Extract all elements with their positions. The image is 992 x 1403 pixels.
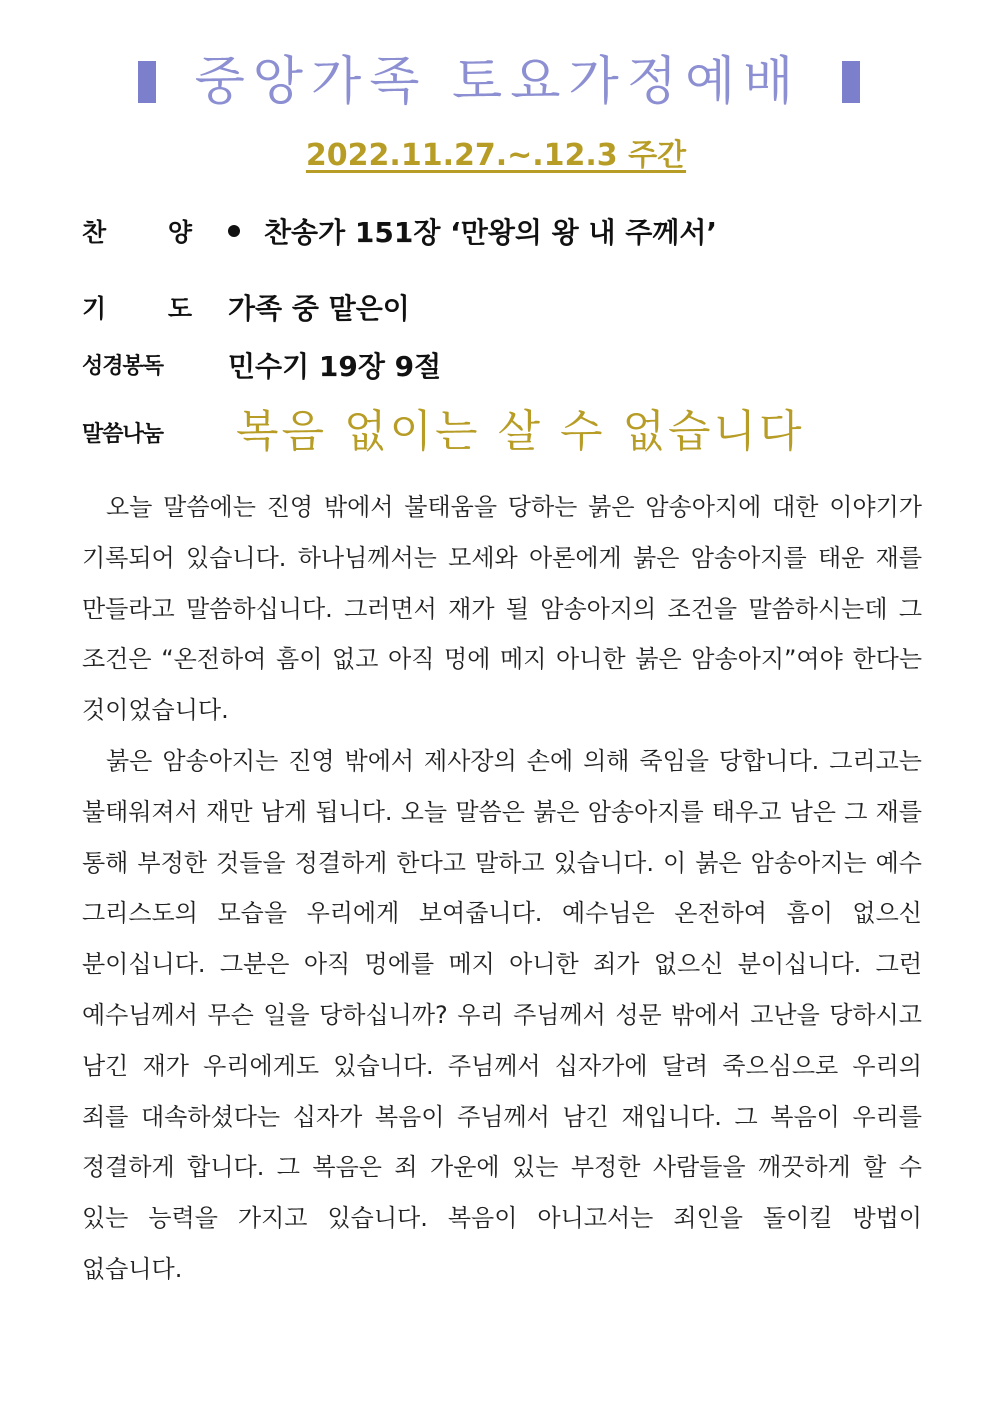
hymn-value: 찬송가 151장 ‘만왕의 왕 내 주께서’ xyxy=(264,216,718,249)
title-row xyxy=(0,42,992,122)
scripture-label: 성경봉독 xyxy=(82,354,164,379)
sermon-title: 복음 없이는 살 수 없습니다 xyxy=(236,406,805,457)
bullet-icon xyxy=(228,225,240,237)
title-right-bar xyxy=(842,61,860,103)
prayer-label-first: 기 xyxy=(82,294,107,323)
body-paragraph-2: 붉은 암송아지는 진영 밖에서 제사장의 손에 의해 죽임을 당합니다. 그리고는 불태워져서 재만 남게 됩니다. 오늘 말씀은 붉은 암송아지를 태우고 남은 그 재를 통해 부정한 것들을 정결하게 한다고 말하고 있습니다. 이 붉은 암송아지는 예수 그리스도의 모습을 우리에게 보여줍니다. 예수님은 온전하여 흠이 없으신 분이십니다. 그분은 아직 멍에를 메지 아니한 죄가 없으신 분이십니다. 그런 예수님께서 무슨 일을 당하십니까? 우리 주님께서 성문 밖에서 고난을 당하시고 남긴 재가 우리에게도 있습니다. 주님께서 십자가에 달려 죽으심으로 우리의 죄를 대속하셨다는 십자가 복음이 주님께서 남긴 재입니다. 그 복음이 우리를 정결하게 합니다. 그 복음은 죄 가운에 있는 부정한 사람들을 깨끗하게 할 수 있는 능력을 가지고 있습니다. 복음이 아니고서는 죄인을 돌이킬 방법이 없습니다. xyxy=(82,746,922,1283)
body-paragraph-1: 오늘 말씀에는 진영 밖에서 불태움을 당하는 붉은 암송아지에 대한 이야기가 기록되어 있습니다. 하나님께서는 모세와 아론에게 붉은 암송아지를 태운 재를 만들라고 말씀하십니다. 그러면서 재가 될 암송아지의 조건을 말씀하시는데 그 조건은 “온전하여 흠이 없고 아직 멍에 메지 아니한 붉은 암송아지”여야 한다는 것이었습니다. xyxy=(82,493,922,725)
sermon-body xyxy=(82,482,922,1295)
hymn-label xyxy=(82,208,192,258)
hymn-label-first: 찬 xyxy=(82,218,107,247)
hymn-label-second: 양 xyxy=(167,218,192,247)
prayer-value: 가족 중 맡은이 xyxy=(228,292,410,325)
page-title: 중앙가족 토요가정예배 xyxy=(194,52,802,112)
prayer-label xyxy=(82,284,192,334)
scripture-value: 민수기 19장 9절 xyxy=(228,350,442,383)
hymn-value-wrap xyxy=(228,208,717,258)
date-range: 2022.11.27.~.12.3 주간 xyxy=(305,138,687,173)
title-left-bar xyxy=(138,61,156,103)
sermon-label: 말씀나눔 xyxy=(82,422,164,447)
prayer-label-second: 도 xyxy=(167,294,192,323)
